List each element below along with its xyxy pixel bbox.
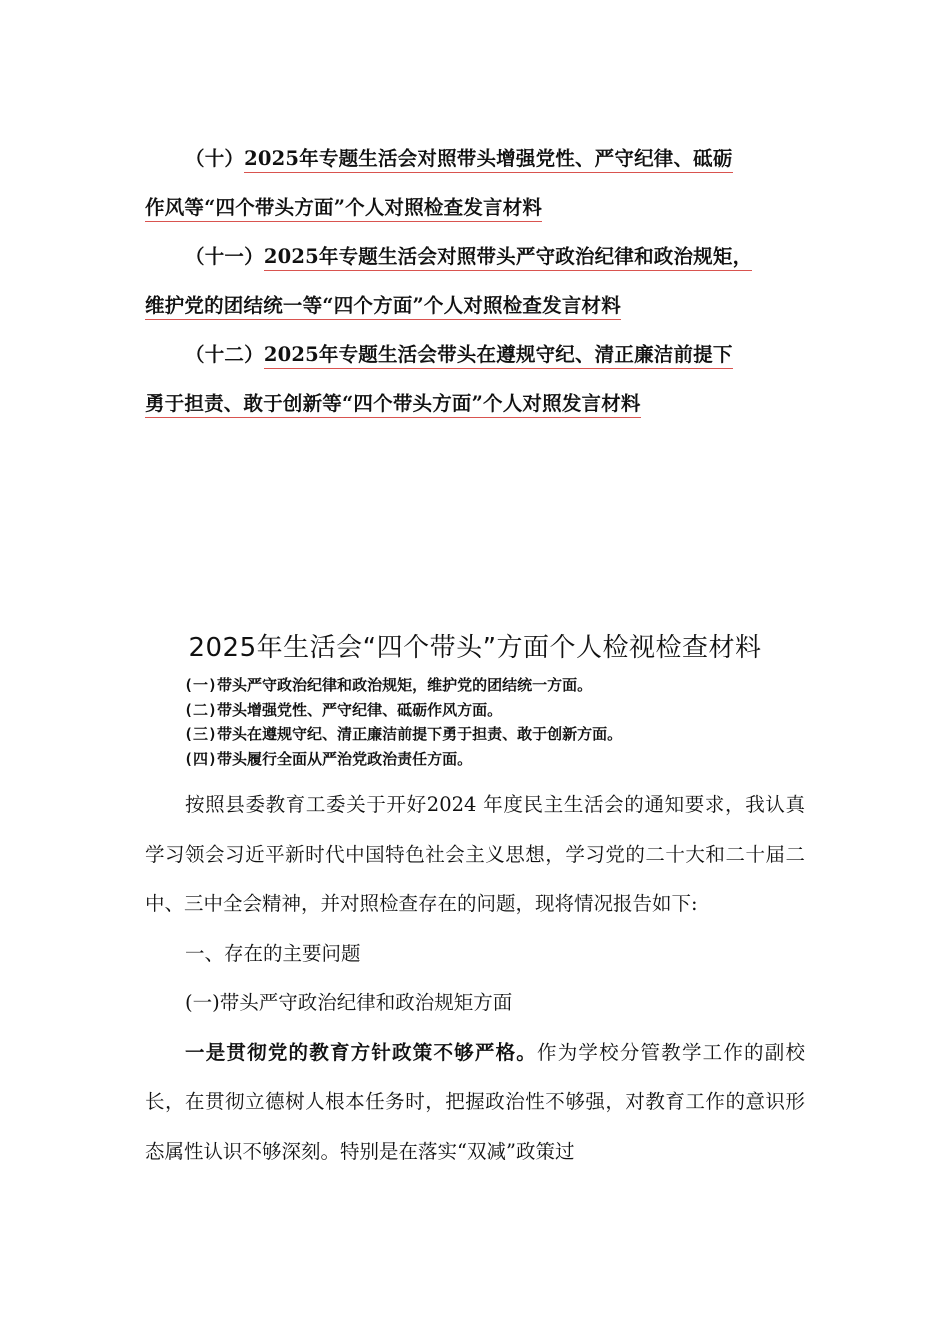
toc-item-line-2 [145, 281, 810, 330]
toc-item-link-text[interactable]: 2025年专题生活会对照带头严守政治纪律和政治规矩， [264, 245, 752, 271]
point-lead: 一是贯彻党的教育方针政策不够严格。 [185, 1040, 537, 1064]
toc-item-line-2 [145, 183, 810, 232]
toc-item-prefix: （十一） [185, 245, 264, 268]
toc-item[interactable] [145, 134, 810, 232]
aspect-item: (三)带头在遵规守纪、清正廉洁前提下勇于担责、敢于创新方面。 [184, 725, 623, 743]
toc-item-line-1 [145, 330, 810, 379]
toc-item-line-1 [145, 134, 810, 183]
document-title: 2025年生活会“四个带头”方面个人检视检查材料 [188, 633, 762, 663]
document-body [145, 780, 805, 1176]
aspects-list [184, 673, 824, 771]
toc-item-link-text[interactable]: 2025年专题生活会对照带头增强党性、严守纪律、砥砺 [244, 147, 732, 173]
aspect-item: (一)带头严守政治纪律和政治规矩，维护党的团结统一方面。 [184, 676, 593, 694]
toc-item-link-text[interactable]: 勇于担责、敢于创新等“四个带头方面”个人对照发言材料 [145, 392, 641, 418]
toc-item[interactable] [145, 232, 810, 330]
table-of-contents [145, 134, 810, 428]
toc-item-prefix: （十二） [185, 343, 264, 366]
aspect-item: (二)带头增强党性、严守纪律、砥砺作风方面。 [184, 700, 503, 719]
point-paragraph [145, 1028, 805, 1177]
toc-item-link-text[interactable]: 作风等“四个带头方面”个人对照检查发言材料 [145, 196, 542, 222]
toc-item-line-1 [145, 232, 810, 281]
toc-item[interactable] [145, 330, 810, 428]
subsection-heading: (一)带头严守政治纪律和政治规矩方面 [185, 991, 513, 1014]
toc-item-link-text[interactable]: 2025年专题生活会带头在遵规守纪、清正廉洁前提下 [264, 343, 733, 369]
aspect-item: (四)带头履行全面从严治党政治责任方面。 [184, 749, 473, 768]
section-heading: 一、存在的主要问题 [185, 941, 361, 965]
toc-item-link-text[interactable]: 维护党的团结统一等“四个方面”个人对照检查发言材料 [145, 294, 621, 320]
point-text: 作为学校分管教学工作的副校长，在贯彻立德树人根本任务时，把握政治性不够强，对教育工作的意识形态属性认识不够深刻。特别是在落实“双减”政策过 [145, 1040, 805, 1163]
toc-item-line-2 [145, 379, 810, 428]
intro-paragraph: 按照县委教育工委关于开好2024 年度民主生活会的通知要求，我认真学习领会习近平新时代中国特色社会主义思想，学习党的二十大和二十届二中、三中全会精神，并对照检查存在的问题，现将情况报告如下: [145, 793, 805, 915]
toc-item-prefix: （十） [185, 147, 245, 170]
